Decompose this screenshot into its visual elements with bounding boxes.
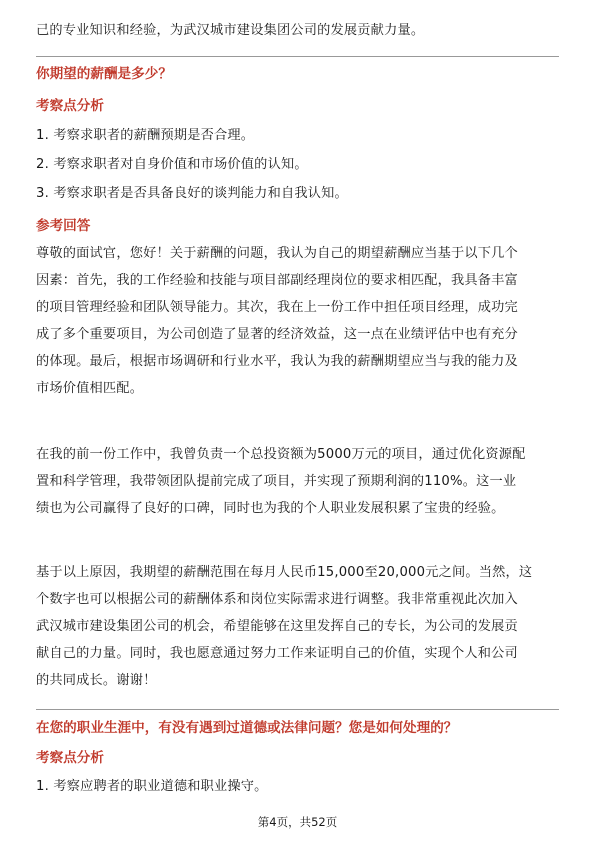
analysis-heading: 考察点分析 xyxy=(36,750,104,766)
analysis-item: 1. 考察应聘者的职业道德和职业操守。 xyxy=(36,779,268,794)
page-number: 第4页，共52页 xyxy=(257,815,338,829)
answer-paragraph-line: 绩也为公司赢得了良好的口碑，同时也为我的个人职业发展积累了宝贵的经验。 xyxy=(36,501,505,516)
intro-tail-line: 己的专业知识和经验，为武汉城市建设集团公司的发展贡献力量。 xyxy=(36,23,425,38)
answer-heading: 参考回答 xyxy=(36,218,91,234)
answer-paragraph-line: 的体现。最后，根据市场调研和行业水平，我认为我的薪酬期望应当与我的能力及 xyxy=(36,354,518,369)
section-divider xyxy=(36,709,559,710)
answer-paragraph-line: 基于以上原因，我期望的薪酬范围在每月人民币15,000至20,000元之间。当然，这 xyxy=(36,565,533,580)
answer-paragraph-line: 在我的前一份工作中，我曾负责一个总投资额为5000万元的项目，通过优化资源配 xyxy=(36,447,526,462)
question-title: 在您的职业生涯中，有没有遇到过道德或法律问题？您是如何处理的？ xyxy=(36,720,458,736)
answer-paragraph-line: 成了多个重要项目，为公司创造了显著的经济效益，这一点在业绩评估中也有充分 xyxy=(36,327,518,342)
answer-paragraph-line: 市场价值相匹配。 xyxy=(36,381,144,396)
answer-paragraph-line: 置和科学管理，我带领团队提前完成了项目，并实现了预期利润的110%。这一业 xyxy=(36,474,517,489)
answer-paragraph-line: 武汉城市建设集团公司的机会，希望能够在这里发挥自己的专长，为公司的发展贡 xyxy=(36,619,518,634)
answer-paragraph-line: 的共同成长。谢谢！ xyxy=(36,673,157,688)
analysis-heading: 考察点分析 xyxy=(36,98,104,114)
answer-paragraph-line: 尊敬的面试官，您好！关于薪酬的问题，我认为自己的期望薪酬应当基于以下几个 xyxy=(36,246,518,261)
question-title: 你期望的薪酬是多少？ xyxy=(36,66,172,82)
answer-paragraph-line: 因素：首先，我的工作经验和技能与项目部副经理岗位的要求相匹配，我具备丰富 xyxy=(36,273,518,288)
answer-paragraph-line: 献自己的力量。同时，我也愿意通过努力工作来证明自己的价值，实现个人和公司 xyxy=(36,646,518,661)
answer-paragraph-line: 的项目管理经验和团队领导能力。其次，我在上一份工作中担任项目经理，成功完 xyxy=(36,300,518,315)
analysis-item: 3. 考察求职者是否具备良好的谈判能力和自我认知。 xyxy=(36,186,348,201)
answer-paragraph-line: 个数字也可以根据公司的薪酬体系和岗位实际需求进行调整。我非常重视此次加入 xyxy=(36,592,518,607)
analysis-item: 2. 考察求职者对自身价值和市场价值的认知。 xyxy=(36,157,308,172)
section-divider xyxy=(36,56,559,57)
analysis-item: 1. 考察求职者的薪酬预期是否合理。 xyxy=(36,128,255,143)
